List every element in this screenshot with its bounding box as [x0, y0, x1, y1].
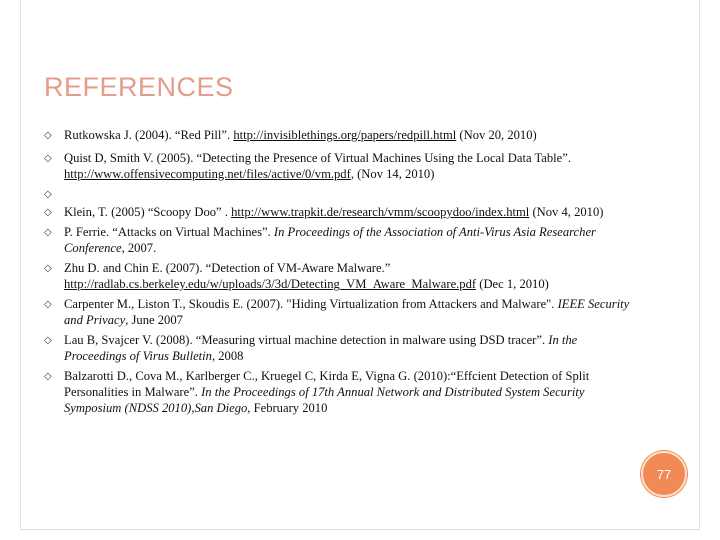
reference-text: Carpenter M., Liston T., Skoudis E. (2007). "Hiding Virtualization from Attackers and Malware".	[64, 297, 558, 311]
reference-list	[44, 127, 634, 416]
diamond-bullet-icon: ◇	[44, 371, 52, 382]
reference-text: Quist D, Smith V. (2005). “Detecting the Presence of Virtual Machines Using the Local Data Table”.	[64, 151, 572, 165]
reference-date: , June 2007	[125, 313, 183, 327]
reference-item-empty	[44, 186, 634, 200]
reference-source: In the Proceedings of Virus Bulletin,	[64, 333, 578, 363]
reference-source: IEEE Security and Privacy	[64, 297, 630, 327]
reference-text: Lau B, Svajcer V. (2008). “Measuring virtual machine detection in malware using DSD tracer”.	[64, 333, 549, 347]
reference-date: February 2010	[250, 401, 328, 415]
diamond-bullet-icon: ◇	[44, 207, 52, 218]
reference-link[interactable]: http://radlab.cs.berkeley.edu/w/uploads/3/3d/Detecting_VM_Aware_Malware.pdf	[64, 277, 477, 291]
reference-link[interactable]: http://www.trapkit.de/research/vmm/scoopydoo/index.html	[231, 205, 530, 219]
reference-link[interactable]: http://invisiblethings.org/papers/redpill.html	[233, 128, 457, 142]
reference-item	[44, 260, 634, 292]
reference-date: 2007.	[124, 241, 157, 255]
diamond-bullet-icon: ◇	[44, 335, 52, 346]
reference-item	[44, 368, 634, 416]
reference-date: (Dec 1, 2010)	[476, 277, 549, 291]
diamond-bullet-icon: ◇	[44, 153, 52, 164]
diamond-bullet-icon: ◇	[44, 130, 52, 141]
reference-item	[44, 296, 634, 328]
reference-text: Rutkowska J. (2004). “Red Pill”.	[64, 128, 234, 142]
page-title: REFERENCES	[44, 72, 234, 102]
reference-text: Zhu D. and Chin E. (2007). “Detection of VM-Aware Malware.”	[64, 261, 391, 275]
diamond-bullet-icon: ◇	[44, 299, 52, 310]
reference-date: (Nov 20, 2010)	[456, 128, 537, 142]
reference-date: , (Nov 14, 2010)	[350, 167, 435, 181]
reference-text: P. Ferrie. “Attacks on Virtual Machines”.	[64, 225, 274, 239]
reference-item	[44, 150, 634, 182]
reference-date: 2008	[215, 349, 244, 363]
reference-date: (Nov 4, 2010)	[529, 205, 604, 219]
diamond-bullet-icon: ◇	[44, 189, 52, 200]
reference-source: In the Proceedings of 17th Annual Network and Distributed System Security Symposium (NDSS 2010),San Diego,	[64, 385, 585, 415]
reference-item	[44, 332, 634, 364]
page-number-badge: 77	[641, 451, 687, 497]
reference-item	[44, 204, 634, 220]
diamond-bullet-icon: ◇	[44, 263, 52, 274]
reference-link[interactable]: http://www.offensivecomputing.net/files/active/0/vm.pdf	[64, 167, 351, 181]
diamond-bullet-icon: ◇	[44, 227, 52, 238]
reference-text: Balzarotti D., Cova M., Karlberger C., Kruegel C, Kirda E, Vigna G. (2010):“Effcient Detection of Split Personalities in Malware”.	[64, 369, 590, 399]
reference-item	[44, 224, 634, 256]
reference-item	[44, 127, 634, 143]
reference-source: In Proceedings of the Association of Anti-Virus Asia Researcher Conference,	[64, 225, 596, 255]
reference-text: Klein, T. (2005) “Scoopy Doo” .	[64, 205, 232, 219]
